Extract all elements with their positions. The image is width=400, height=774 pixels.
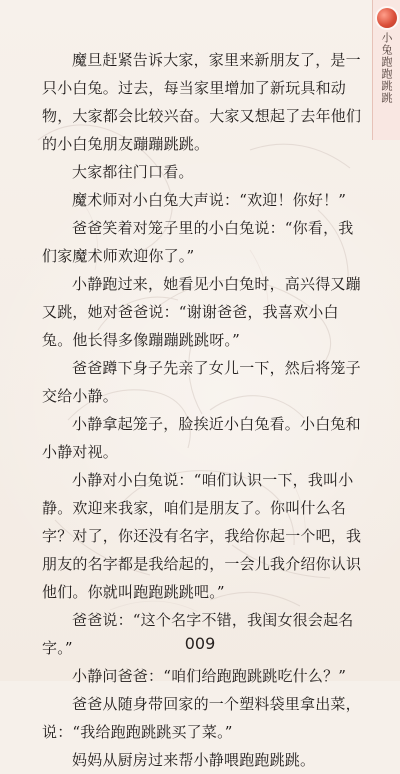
paragraph: 小静问爸爸：“咱们给跑跑跳跳吃什么？”: [72, 667, 347, 685]
paragraph: 魔术师对小白兔大声说：“欢迎！你好！”: [72, 191, 347, 209]
paragraph: 爸爸笑着对笼子里的小白兔说：“你看，我们家魔术师欢迎你了。”: [42, 219, 354, 265]
paragraph: 魔旦赶紧告诉大家，家里来新朋友了，是一只小白兔。过去，每当家里增加了新玩具和动物，大家都会比较兴奋。大家又想起了去年他们的小白兔朋友蹦蹦跳跳。: [42, 51, 362, 153]
story-text: [42, 46, 368, 774]
series-seal-icon: [377, 8, 397, 28]
paragraph: 爸爸蹲下身子先亲了女儿一下，然后将笼子交给小静。: [42, 359, 361, 405]
paragraph: 小静对小白兔说：“咱们认识一下，我叫小静。欢迎来我家，咱们是朋友了。你叫什么名字？对了，你还没有名字，我给你起一个吧，我朋友的名字都是我给起的，一会儿我介绍你认识他们。你就叫跑跑跳跳吧。”: [42, 471, 362, 601]
paragraph: 小静跑过来，她看见小白兔时，高兴得又蹦又跳，她对爸爸说：“谢谢爸爸，我喜欢小白兔。他长得多像蹦蹦跳跳呀。”: [42, 275, 361, 349]
page-number: 009: [184, 634, 216, 653]
paragraph: 大家都往门口看。: [72, 163, 194, 181]
paragraph: 妈妈从厨房过来帮小静喂跑跑跳跳。: [72, 751, 316, 769]
paragraph: 爸爸说：“这个名字不错，我闺女很会起名字。”: [42, 611, 354, 657]
paragraph: 爸爸从随身带回家的一个塑料袋里拿出菜，说：“我给跑跑跳跳买了菜。”: [42, 695, 361, 741]
paragraph: 小静拿起笼子，脸挨近小白兔看。小白兔和小静对视。: [42, 415, 361, 461]
series-tab: [372, 0, 400, 140]
series-title: 小兔跑跑跳跳: [380, 32, 393, 104]
